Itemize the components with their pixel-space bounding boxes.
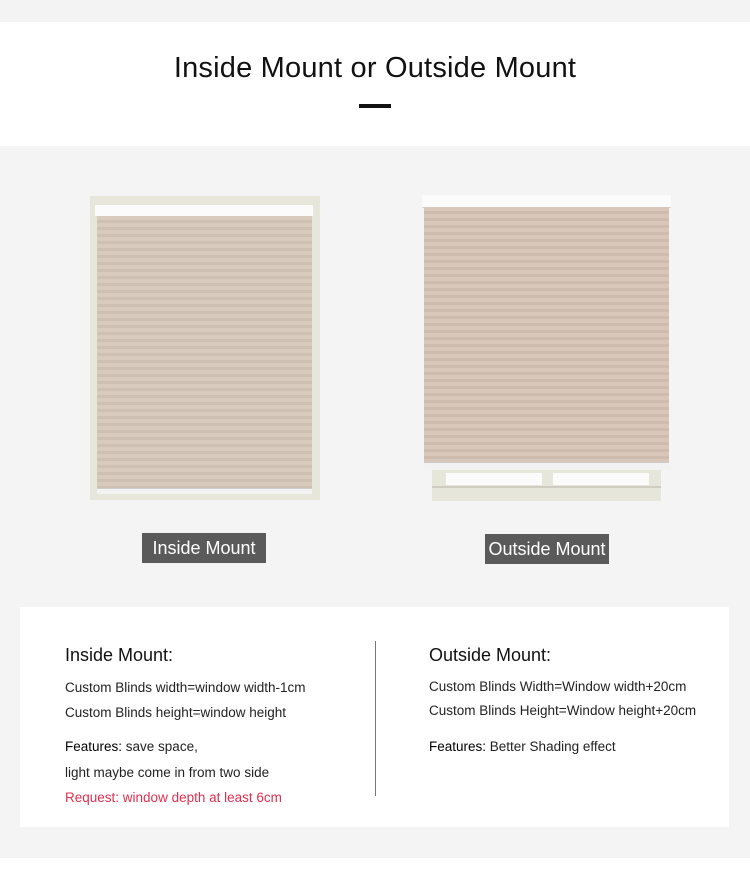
outside-mount-window-pane (553, 473, 649, 485)
features-label: Features: (65, 739, 123, 754)
outside-mount-window-pane (446, 473, 542, 485)
title-underline (359, 104, 391, 108)
inside-features (65, 739, 198, 754)
outside-height-formula: Custom Blinds Height=Window height+20cm (429, 703, 697, 718)
request-text: window depth at least 6cm (119, 790, 282, 805)
inside-heading: Inside Mount: (65, 645, 174, 665)
outside-width-formula: Custom Blinds Width=Window width+20cm (429, 679, 687, 694)
outside-mount-window-sill (432, 486, 661, 488)
inside-height-formula: Custom Blinds height=window height (65, 705, 287, 720)
outside-mount-label: Outside Mount (485, 534, 609, 564)
inside-mount-label: Inside Mount (142, 533, 266, 563)
column-divider (375, 641, 376, 796)
inside-features-line2: light maybe come in from two side (65, 765, 270, 780)
outside-mount-blind-fabric (424, 207, 669, 462)
inside-mount-bottom-rail (97, 488, 312, 494)
outside-heading: Outside Mount: (429, 645, 552, 665)
features-text: save space, (122, 739, 198, 754)
outside-mount-bottom-rail (424, 462, 669, 470)
inside-request (65, 790, 282, 805)
request-label: Request: (65, 790, 120, 805)
features-text: Better Shading effect (486, 739, 616, 754)
inside-width-formula: Custom Blinds width=window width-1cm (65, 680, 306, 695)
features-label: Features: (429, 739, 487, 754)
inside-mount-blind-fabric (97, 216, 312, 488)
top-band (0, 0, 750, 22)
outside-features (429, 739, 616, 754)
page-title: Inside Mount or Outside Mount (173, 52, 577, 84)
